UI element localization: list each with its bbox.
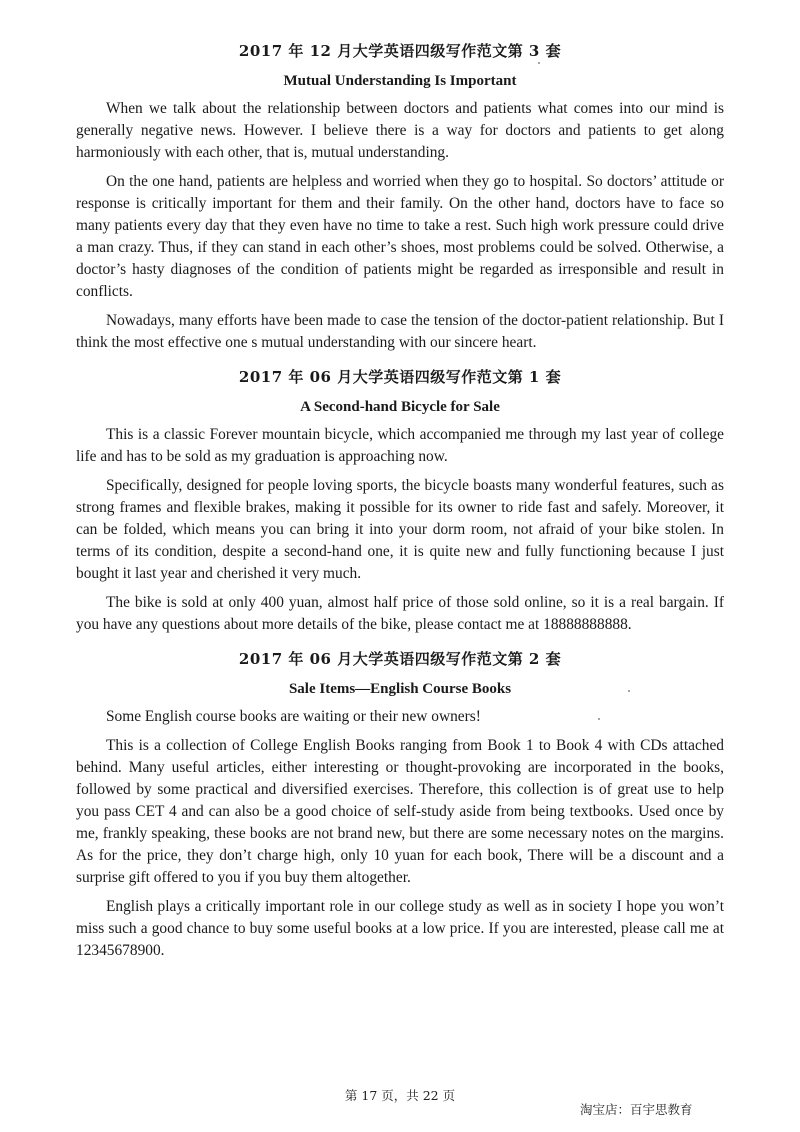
essay-title: Mutual Understanding Is Important bbox=[283, 73, 517, 89]
paragraph: Nowadays, many efforts have been made to case the tension of the doctor-patient relationship. But I think the most effective one s mutual understanding with our sincere heart. bbox=[76, 312, 724, 351]
essay-section-1 bbox=[76, 40, 724, 354]
paragraph: When we talk about the relationship between doctors and patients what comes into our mind is generally negative news. However. I believe there is a way for doctors and patients to get along harmoniously with each other, that is, mutual understanding. bbox=[76, 100, 724, 161]
paragraph: This is a collection of College English Books ranging from Book 1 to Book 4 with CDs attached behind. Many useful articles, either interesting or thought-provoking are incorporated in the books, followed by some practical and diversified exercises. Therefore, this collection is of great use to help you pass CET 4 and can also be a good choice of self-study aside from being textbooks. Used once by me, frankly speaking, these books are not brand new, but there are some necessary notes on the margins. As for the price, they don’t charge high, only 10 yuan for each book, There will be a discount and a surprise gift offered to you if you buy them altogether. bbox=[76, 737, 724, 886]
section-heading: 2017 年 06 月大学英语四级写作范文第 1 套 bbox=[238, 368, 562, 386]
scan-speck bbox=[628, 690, 630, 692]
paragraph: The bike is sold at only 400 yuan, almost half price of those sold online, so it is a real bargain. If you have any questions about more details of the bike, please contact me at 18888888888. bbox=[76, 594, 724, 633]
page-number: 第 17 页，共 22 页 bbox=[344, 1088, 456, 1103]
paragraph: Specifically, designed for people loving sports, the bicycle boasts many wonderful features, such as strong frames and flexible brakes, making it possible for its owner to ride fast and safely. Moreover, it can be folded, which means you can bring it into your dorm room, not afraid of your bike stolen. In terms of its condition, despite a second-hand one, it is quite new and fully functioning because I just bought it last year and cherished it very much. bbox=[76, 477, 724, 582]
essay-section-3 bbox=[76, 648, 724, 962]
document-content bbox=[76, 40, 724, 969]
section-heading: 2017 年 06 月大学英语四级写作范文第 2 套 bbox=[238, 650, 562, 668]
essay-section-2 bbox=[76, 366, 724, 636]
paragraph: This is a classic Forever mountain bicycle, which accompanied me through my last year of college life and has to be sold as my graduation is approaching now. bbox=[76, 426, 724, 465]
paragraph: Some English course books are waiting or their new owners! bbox=[106, 708, 481, 725]
paragraph: English plays a critically important role in our college study as well as in society I hope you won’t miss such a good chance to buy some useful books at a low price. If you are interested, please call me at 12345678900. bbox=[76, 898, 724, 959]
paragraph: On the one hand, patients are helpless and worried when they go to hospital. So doctors’ attitude or response is critically important for them and their family. On the other hand, doctors have to face so many patients every day that they even have no time to take a rest. Such high work pressure could drive a man crazy. Thus, if they can stand in each other’s shoes, most problems could be solved. Otherwise, a doctor’s hasty diagnoses of the condition of patients might be regarded as irresponsible and result in conflicts. bbox=[76, 173, 724, 300]
essay-title: A Second-hand Bicycle for Sale bbox=[300, 399, 500, 415]
section-heading: 2017 年 12 月大学英语四级写作范文第 3 套 bbox=[238, 42, 562, 60]
shop-label: 淘宝店：百宇思教育 bbox=[580, 1102, 693, 1117]
scan-speck bbox=[538, 62, 540, 64]
scan-speck bbox=[598, 718, 600, 720]
essay-title: Sale Items—English Course Books bbox=[288, 681, 512, 697]
